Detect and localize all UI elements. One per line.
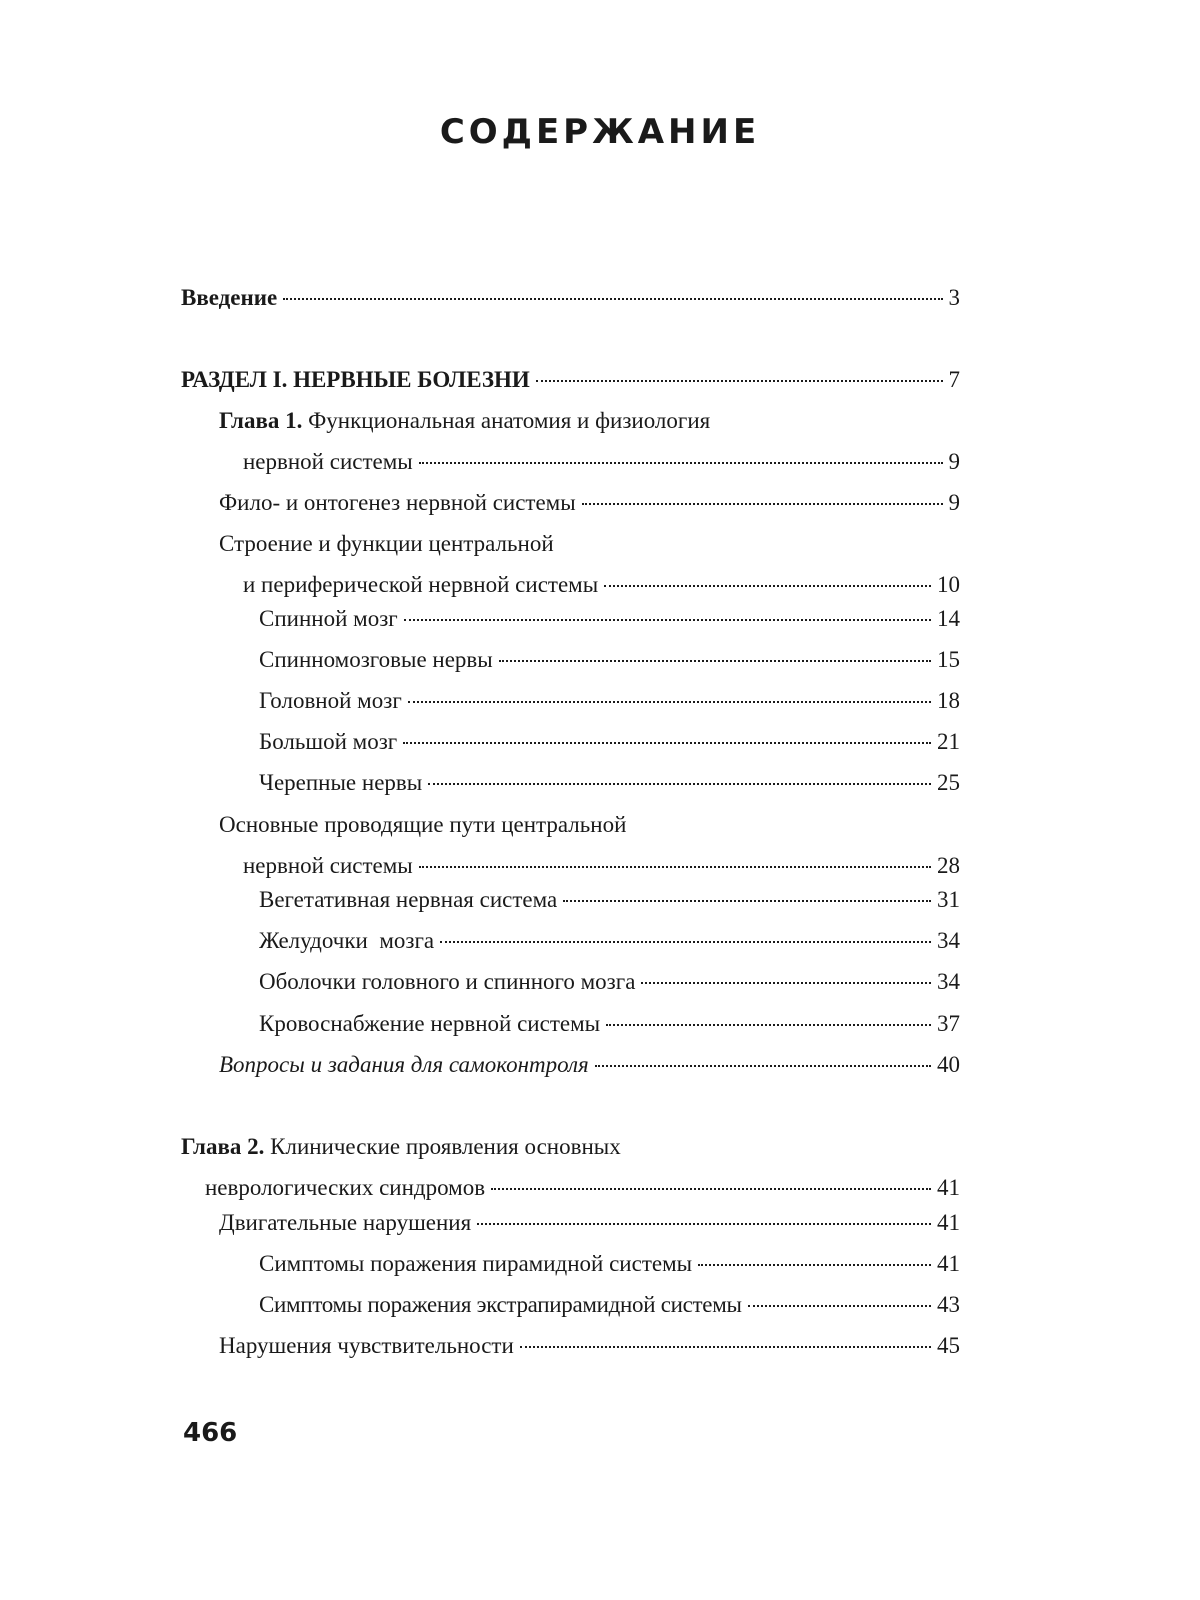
page-title: СОДЕРЖАНИЕ <box>439 112 761 152</box>
dot-leader <box>520 1346 931 1348</box>
toc-page-number: 9 <box>948 449 960 474</box>
dot-leader <box>604 585 931 587</box>
toc-page-number: 41 <box>937 1251 960 1276</box>
dot-leader <box>477 1223 931 1225</box>
toc-label: Оболочки головного и спинного мозга <box>259 969 636 994</box>
toc-page-number: 25 <box>937 770 960 795</box>
dot-leader <box>404 619 931 621</box>
toc-entry-pathways[interactable] <box>219 804 960 886</box>
toc-label-line-2: нервной системы <box>243 853 413 878</box>
toc-entry-extrapyramidal[interactable] <box>259 1284 960 1325</box>
toc-label: Симптомы поражения пирамидной системы <box>259 1251 693 1276</box>
toc-page-number: 9 <box>948 490 960 515</box>
toc-label: Кровоснабжение нервной системы <box>259 1011 601 1036</box>
toc-entry-structure[interactable] <box>219 523 960 605</box>
toc-entry-spinal-cord[interactable] <box>259 598 960 639</box>
toc-label: Фило- и онтогенез нервной системы <box>219 490 576 515</box>
dot-leader <box>419 462 943 464</box>
toc-entry-philo[interactable] <box>219 482 960 523</box>
toc-label-line-1: Функциональная анатомия и физиология <box>308 408 711 433</box>
dot-leader <box>641 982 931 984</box>
dot-leader <box>582 503 943 505</box>
dot-leader <box>499 660 931 662</box>
toc-page-number: 28 <box>937 853 960 878</box>
toc-label-line-1: Строение и функции центральной <box>219 531 554 556</box>
toc-label: Симптомы поражения экстрапирамидной системы <box>259 1292 742 1317</box>
toc-page-number: 41 <box>937 1175 960 1200</box>
toc-page-number: 34 <box>937 969 960 994</box>
toc-entry-cerebrum[interactable] <box>259 721 960 762</box>
toc-label: Двигательные нарушения <box>219 1210 472 1235</box>
toc-label: Спинномозговые нервы <box>259 647 493 672</box>
dot-leader <box>428 783 931 785</box>
toc-label: Черепные нервы <box>259 770 423 795</box>
dot-leader <box>748 1305 931 1307</box>
dot-leader <box>408 701 931 703</box>
toc-entry-ventricles[interactable] <box>259 920 960 961</box>
toc-page-number: 31 <box>937 887 960 912</box>
toc-label: Головной мозг <box>259 688 402 713</box>
toc-label: РАЗДЕЛ I. НЕРВНЫЕ БОЛЕЗНИ <box>181 367 530 392</box>
dot-leader <box>698 1264 931 1266</box>
toc-entry-motor[interactable] <box>219 1202 960 1243</box>
toc-entry-cranial-nerves[interactable] <box>259 762 960 803</box>
toc-page-number: 14 <box>937 606 960 631</box>
dot-leader <box>403 742 931 744</box>
dot-leader <box>595 1065 931 1067</box>
toc-entry-spinal-nerves[interactable] <box>259 639 960 680</box>
toc-label: Желудочки мозга <box>259 928 435 953</box>
chapter-prefix: Глава 1. <box>219 408 303 433</box>
dot-leader <box>536 380 943 382</box>
toc-label-line-1: Клинические проявления основных <box>270 1134 621 1159</box>
toc-entry-sensory[interactable] <box>219 1325 960 1366</box>
toc-page-number: 7 <box>948 367 960 392</box>
toc-entry-pyramidal[interactable] <box>259 1243 960 1284</box>
toc-page-number: 45 <box>937 1333 960 1358</box>
toc-page-number: 21 <box>937 729 960 754</box>
toc-page-number: 34 <box>937 928 960 953</box>
toc-page-number: 43 <box>937 1292 960 1317</box>
toc-entry-chapter-2[interactable] <box>181 1126 960 1208</box>
toc-entry-questions[interactable] <box>219 1044 960 1085</box>
toc-page-number: 18 <box>937 688 960 713</box>
toc-label-line-2: нервной системы <box>243 449 413 474</box>
dot-leader <box>606 1024 931 1026</box>
toc-page-number: 41 <box>937 1210 960 1235</box>
chapter-prefix: Глава 2. <box>181 1134 265 1159</box>
toc-label-line-2: и периферической нервной системы <box>243 572 599 597</box>
toc-entry-autonomic[interactable] <box>259 879 960 920</box>
toc-page-number: 10 <box>937 572 960 597</box>
dot-leader <box>283 298 942 300</box>
toc-label-line-2: неврологических синдромов <box>205 1175 486 1200</box>
toc-page-number: 37 <box>937 1011 960 1036</box>
toc-label: Нарушения чувствительности <box>219 1333 514 1358</box>
toc-label: Вегетативная нервная система <box>259 887 558 912</box>
dot-leader <box>419 866 931 868</box>
toc-entry-chapter-1[interactable] <box>219 400 960 482</box>
toc-entry-section-1[interactable] <box>181 359 960 400</box>
toc-label-line-1: Основные проводящие пути центральной <box>219 812 627 837</box>
toc-label: Вопросы и задания для самоконтроля <box>219 1052 589 1077</box>
dot-leader <box>563 900 931 902</box>
toc-page-number: 40 <box>937 1052 960 1077</box>
toc-label: Большой мозг <box>259 729 398 754</box>
toc-entry-meninges[interactable] <box>259 961 960 1002</box>
toc-entry-blood-supply[interactable] <box>259 1003 960 1044</box>
toc-label: Введение <box>181 285 278 310</box>
toc-page-number: 15 <box>937 647 960 672</box>
toc-entry-intro[interactable] <box>181 277 960 318</box>
dot-leader <box>440 941 931 943</box>
toc-entry-brain[interactable] <box>259 680 960 721</box>
toc-page-number: 3 <box>948 285 960 310</box>
page-number: 466 <box>183 1418 238 1448</box>
dot-leader <box>491 1188 931 1190</box>
toc-label: Спинной мозг <box>259 606 398 631</box>
